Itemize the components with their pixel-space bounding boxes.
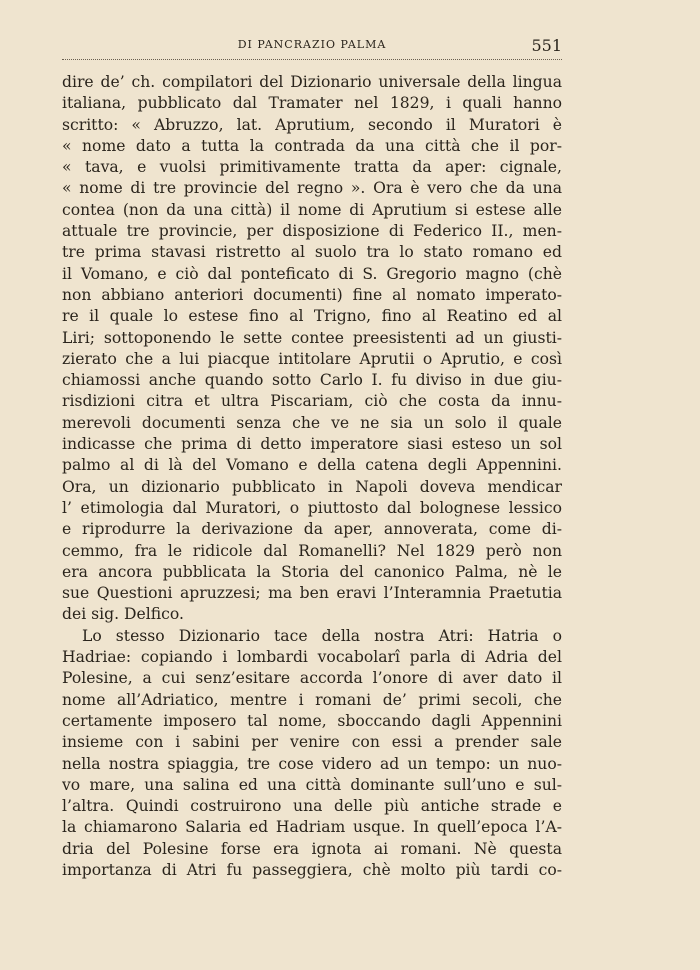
header-rule <box>62 59 562 60</box>
text-line: Lo stesso Dizionario tace della nostra Atri: Hatria o <box>82 626 562 645</box>
text-line: tre prima stavasi ristretto al suolo tra lo stato romano ed <box>62 243 562 262</box>
text-line: Ora, un dizionario pubblicato in Napoli doveva mendicar <box>62 477 562 496</box>
text-line: vo mare, una salina ed una città dominante sull’uno e sul- <box>62 775 562 794</box>
text-line: sue Questioni apruzzesi; ma ben eravi l’Interamnia Praetutia <box>62 584 562 603</box>
text-line: « tava, e vuolsi primitivamente tratta da aper: cignale, <box>62 158 562 177</box>
page-header <box>62 36 562 56</box>
text-line: merevoli documenti senza che ve ne sia un solo il quale <box>62 413 562 432</box>
text-line: « nome dato a tutta la contrada da una città che il por- <box>62 136 562 155</box>
text-line: importanza di Atri fu passeggiera, chè molto più tardi co- <box>62 860 562 879</box>
text-line: Hadriae: copiando i lombardi vocabolarî parla di Adria del <box>62 648 562 667</box>
body-text <box>62 72 562 881</box>
text-line: attuale tre provincie, per disposizione di Federico II., men- <box>62 222 562 241</box>
text-line: re il quale lo estese fino al Trigno, fino al Reatino ed al <box>62 307 562 326</box>
text-line: certamente imposero tal nome, sboccando dagli Appennini <box>62 711 562 730</box>
text-line: la chiamarono Salaria ed Hadriam usque. In quell’epoca l’A- <box>62 818 562 837</box>
text-line: nella nostra spiaggia, tre cose videro ad un tempo: un nuo- <box>62 754 562 773</box>
text-line: era ancora pubblicata la Storia del canonico Palma, nè le <box>62 562 562 581</box>
text-line: insieme con i sabini per venire con essi a prender sale <box>62 733 562 752</box>
text-line: il Vomano, e ciò dal ponteficato di S. Gregorio magno (chè <box>62 264 562 283</box>
text-line: contea (non da una città) il nome di Aprutium si estese alle <box>62 200 562 219</box>
text-line: « nome di tre provincie del regno ». Ora è vero che da una <box>62 179 562 198</box>
text-line: Liri; sottoponendo le sette contee preesistenti ad un giusti- <box>62 328 562 347</box>
text-line: e riprodurre la derivazione da aper, annoverata, come di- <box>62 520 562 539</box>
text-line: indicasse che prima di detto imperatore siasi esteso un sol <box>62 435 562 454</box>
text-line: chiamossi anche quando sotto Carlo I. fu diviso in due giu- <box>62 371 562 390</box>
page-number: 551 <box>531 36 562 55</box>
text-line: dire de’ ch. compilatori del Dizionario universale della lingua <box>62 73 562 91</box>
text-line: dei sig. Delfico. <box>62 605 184 624</box>
text-line: scritto: « Abruzzo, lat. Aprutium, secondo il Muratori è <box>62 115 562 134</box>
text-line: cemmo, fra le ridicole dal Romanelli? Nel 1829 però non <box>62 541 562 560</box>
text-line: zierato che a lui piacque intitolare Aprutii o Aprutio, e così <box>62 349 562 368</box>
text-line: Polesine, a cui senz’esitare accorda l’onore di aver dato il <box>62 669 562 688</box>
running-head: DI PANCRAZIO PALMA <box>237 38 387 51</box>
text-line: nome all’Adriatico, mentre i romani de’ primi secoli, che <box>62 690 562 709</box>
text-line: risdizioni citra et ultra Piscariam, ciò che costa da innu- <box>62 392 562 411</box>
text-line: non abbiano anteriori documenti) fine al nomato imperato- <box>62 285 562 304</box>
text-line: l’altra. Quindi costruirono una delle più antiche strade e <box>62 797 562 816</box>
text-line: italiana, pubblicato dal Tramater nel 1829, i quali hanno <box>62 94 562 113</box>
text-line: palmo al di là del Vomano e della catena degli Appennini. <box>62 456 562 475</box>
text-line: l’ etimologia dal Muratori, o piuttosto dal bolognese lessico <box>62 498 562 517</box>
text-line: dria del Polesine forse era ignota ai romani. Nè questa <box>62 839 562 858</box>
